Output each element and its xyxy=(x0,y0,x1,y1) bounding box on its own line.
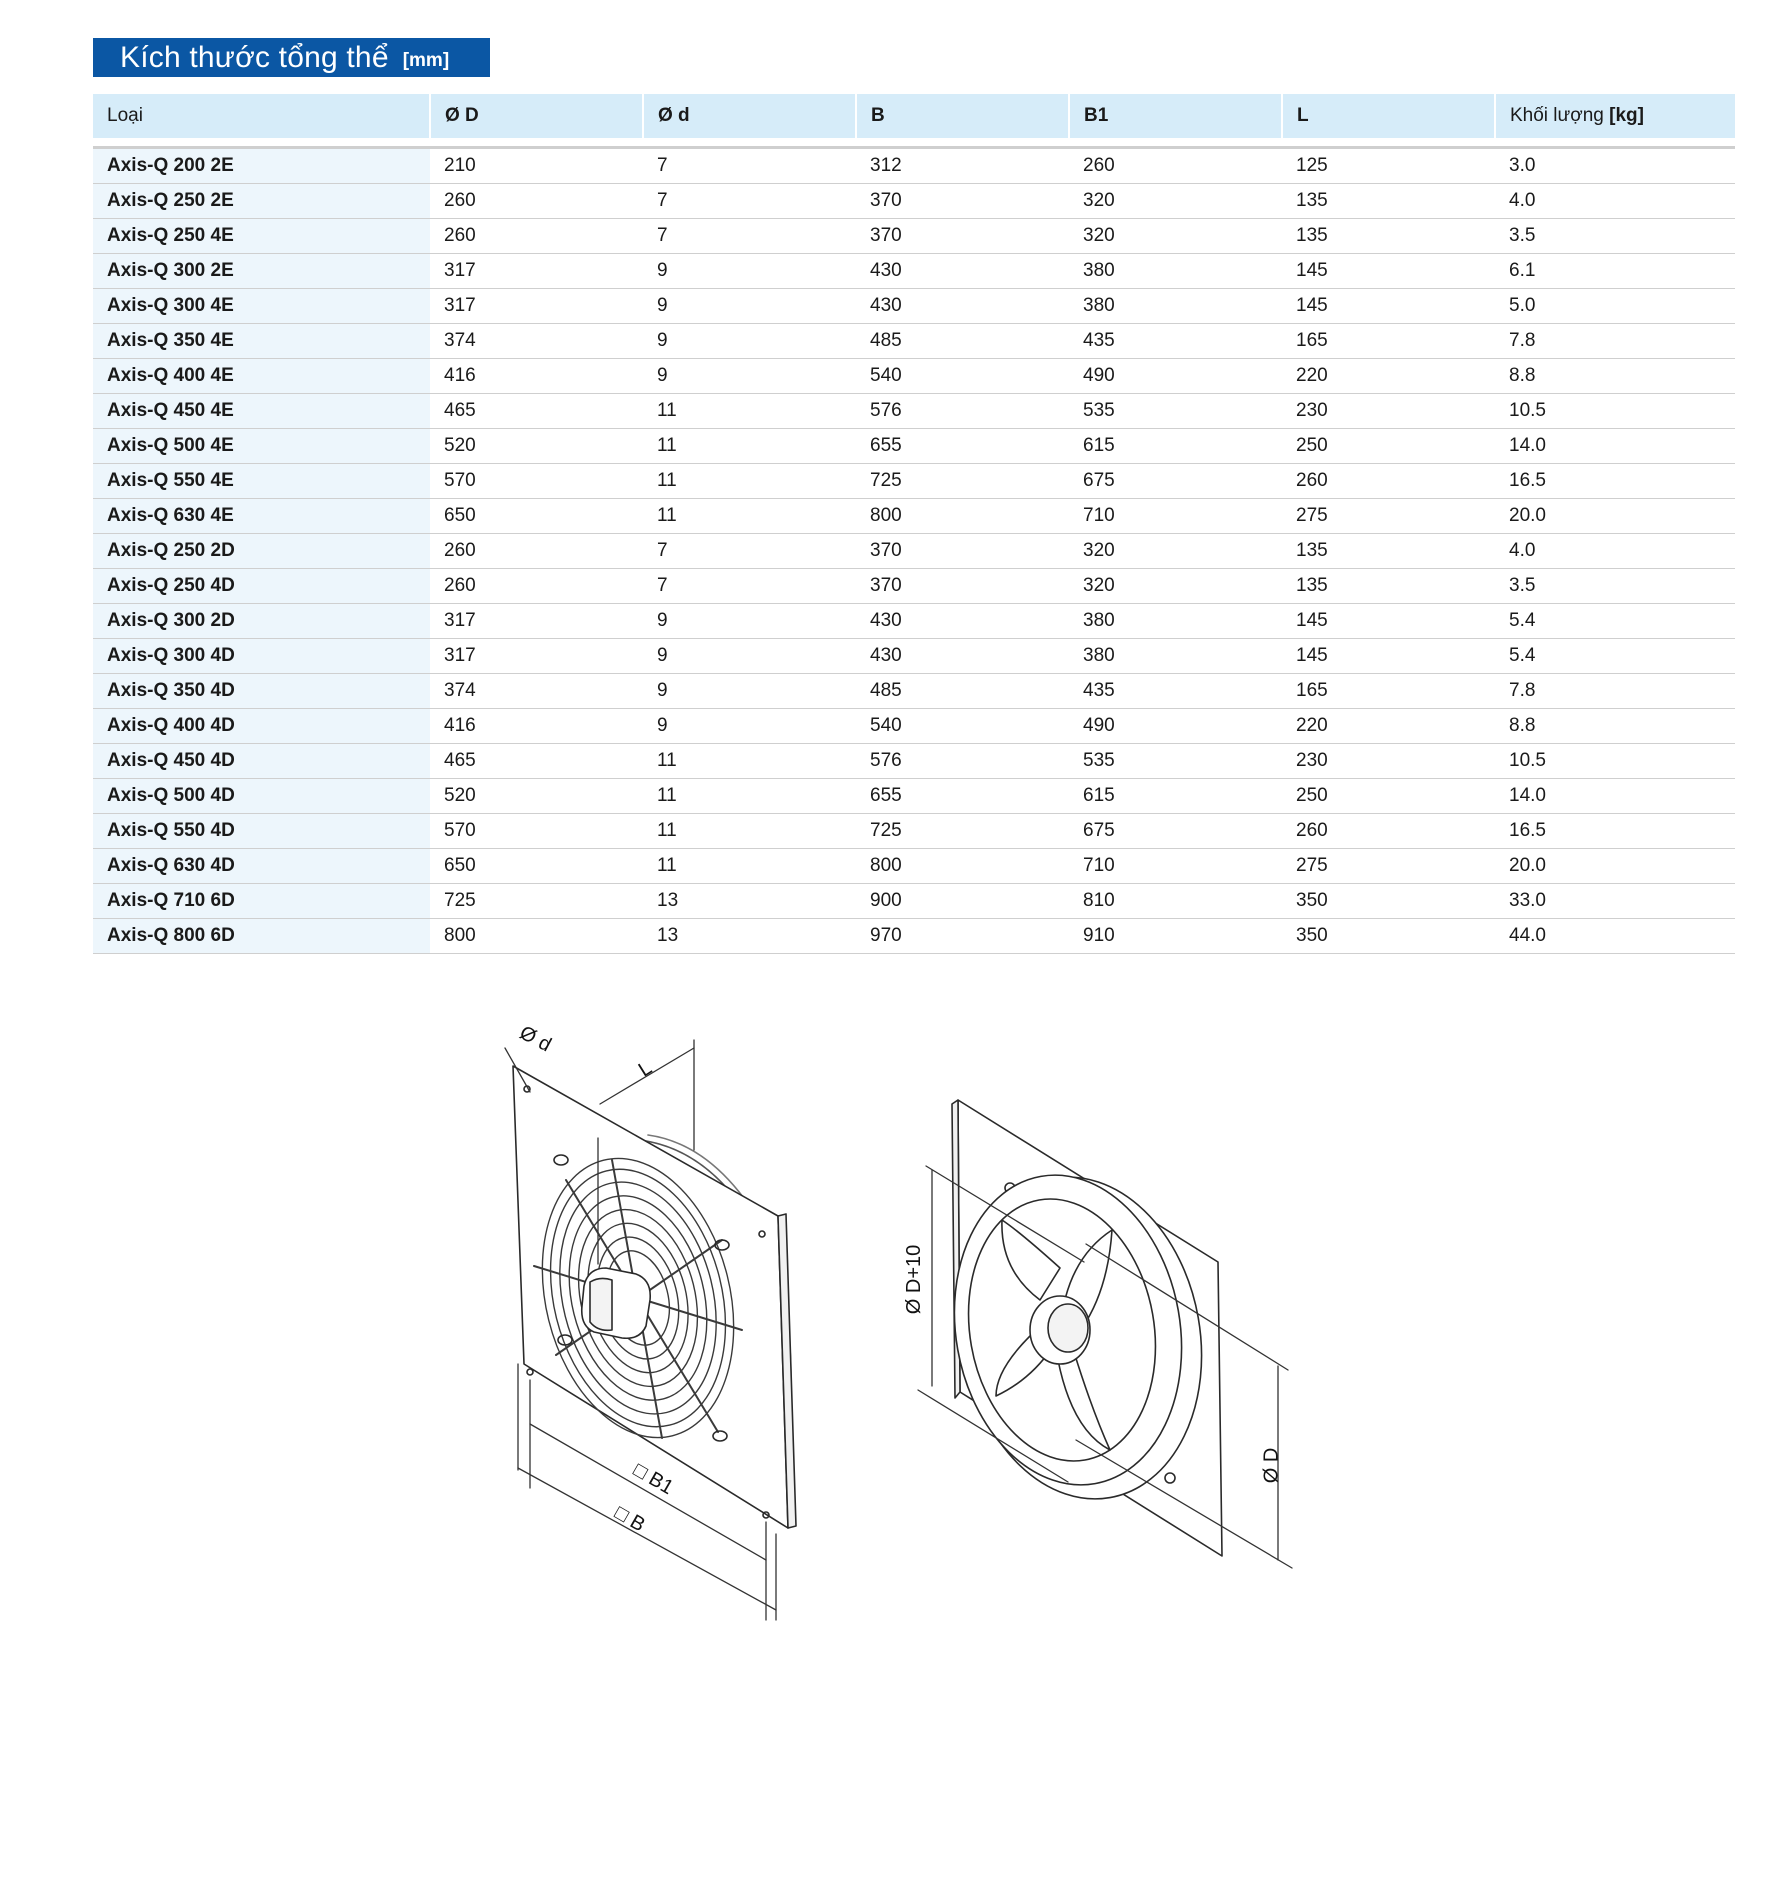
value-cell: 20.0 xyxy=(1495,849,1735,884)
model-cell: Axis-Q 500 4E xyxy=(93,429,430,464)
value-cell: 520 xyxy=(430,429,643,464)
value-cell: 7.8 xyxy=(1495,674,1735,709)
value-cell: 317 xyxy=(430,604,643,639)
value-cell: 535 xyxy=(1069,394,1282,429)
value-cell: 11 xyxy=(643,779,856,814)
header-B: B xyxy=(856,94,1069,138)
value-cell: 3.5 xyxy=(1495,219,1735,254)
value-cell: 8.8 xyxy=(1495,359,1735,394)
table-row xyxy=(93,254,1735,289)
value-cell: 260 xyxy=(1069,148,1282,184)
value-cell: 435 xyxy=(1069,674,1282,709)
value-cell: 370 xyxy=(856,184,1069,219)
header-L: L xyxy=(1282,94,1495,138)
value-cell: 8.8 xyxy=(1495,709,1735,744)
value-cell: 725 xyxy=(856,814,1069,849)
section-title-unit: [mm] xyxy=(402,49,450,71)
section-title xyxy=(93,38,490,77)
value-cell: 576 xyxy=(856,744,1069,779)
value-cell: 145 xyxy=(1282,254,1495,289)
value-cell: 260 xyxy=(1282,814,1495,849)
rear-fan-drawing xyxy=(918,1100,1292,1568)
value-cell: 5.4 xyxy=(1495,604,1735,639)
header-weight-text: Khối lượng xyxy=(1510,105,1604,126)
value-cell: 11 xyxy=(643,814,856,849)
label-hole-diameter: Ø d xyxy=(515,1021,555,1057)
model-cell: Axis-Q 630 4E xyxy=(93,499,430,534)
model-cell: Axis-Q 450 4E xyxy=(93,394,430,429)
value-cell: 810 xyxy=(1069,884,1282,919)
model-cell: Axis-Q 300 4D xyxy=(93,639,430,674)
value-cell: 5.4 xyxy=(1495,639,1735,674)
label-L: L xyxy=(634,1056,656,1082)
table-body xyxy=(93,148,1735,954)
value-cell: 710 xyxy=(1069,849,1282,884)
value-cell: 320 xyxy=(1069,569,1282,604)
value-cell: 485 xyxy=(856,674,1069,709)
value-cell: 250 xyxy=(1282,429,1495,464)
value-cell: 44.0 xyxy=(1495,919,1735,954)
value-cell: 675 xyxy=(1069,814,1282,849)
value-cell: 520 xyxy=(430,779,643,814)
value-cell: 800 xyxy=(856,849,1069,884)
value-cell: 374 xyxy=(430,674,643,709)
value-cell: 320 xyxy=(1069,534,1282,569)
value-cell: 320 xyxy=(1069,184,1282,219)
model-cell: Axis-Q 250 2E xyxy=(93,184,430,219)
value-cell: 260 xyxy=(1282,464,1495,499)
fan-technical-drawing xyxy=(0,1000,1777,1680)
dimensions-table xyxy=(93,94,1735,954)
label-B1: □ B1 xyxy=(629,1459,678,1500)
value-cell: 370 xyxy=(856,219,1069,254)
value-cell: 230 xyxy=(1282,394,1495,429)
value-cell: 11 xyxy=(643,394,856,429)
value-cell: 14.0 xyxy=(1495,779,1735,814)
value-cell: 374 xyxy=(430,324,643,359)
value-cell: 6.1 xyxy=(1495,254,1735,289)
value-cell: 260 xyxy=(430,184,643,219)
table-row xyxy=(93,184,1735,219)
table-row xyxy=(93,394,1735,429)
table-row xyxy=(93,674,1735,709)
value-cell: 11 xyxy=(643,849,856,884)
value-cell: 135 xyxy=(1282,569,1495,604)
header-weight xyxy=(1495,94,1735,138)
value-cell: 430 xyxy=(856,604,1069,639)
value-cell: 725 xyxy=(430,884,643,919)
value-cell: 430 xyxy=(856,254,1069,289)
value-cell: 165 xyxy=(1282,674,1495,709)
table-row xyxy=(93,849,1735,884)
front-fan-drawing xyxy=(505,1040,796,1620)
header-B1: B1 xyxy=(1069,94,1282,138)
value-cell: 4.0 xyxy=(1495,184,1735,219)
value-cell: 9 xyxy=(643,604,856,639)
value-cell: 210 xyxy=(430,148,643,184)
value-cell: 485 xyxy=(856,324,1069,359)
table-row xyxy=(93,289,1735,324)
value-cell: 125 xyxy=(1282,148,1495,184)
value-cell: 250 xyxy=(1282,779,1495,814)
value-cell: 14.0 xyxy=(1495,429,1735,464)
table-row xyxy=(93,884,1735,919)
value-cell: 13 xyxy=(643,919,856,954)
model-cell: Axis-Q 550 4E xyxy=(93,464,430,499)
value-cell: 145 xyxy=(1282,289,1495,324)
value-cell: 11 xyxy=(643,499,856,534)
value-cell: 370 xyxy=(856,534,1069,569)
value-cell: 370 xyxy=(856,569,1069,604)
model-cell: Axis-Q 400 4D xyxy=(93,709,430,744)
model-cell: Axis-Q 450 4D xyxy=(93,744,430,779)
table-row xyxy=(93,779,1735,814)
section-title-text: Kích thước tổng thể xyxy=(120,40,389,74)
value-cell: 540 xyxy=(856,709,1069,744)
header-weight-unit: [kg] xyxy=(1609,105,1644,126)
value-cell: 317 xyxy=(430,639,643,674)
value-cell: 416 xyxy=(430,709,643,744)
value-cell: 13 xyxy=(643,884,856,919)
fan-drawings xyxy=(0,1000,1777,1680)
value-cell: 416 xyxy=(430,359,643,394)
value-cell: 11 xyxy=(643,464,856,499)
value-cell: 910 xyxy=(1069,919,1282,954)
table-row xyxy=(93,814,1735,849)
value-cell: 380 xyxy=(1069,604,1282,639)
value-cell: 7 xyxy=(643,219,856,254)
value-cell: 435 xyxy=(1069,324,1282,359)
model-cell: Axis-Q 300 2E xyxy=(93,254,430,289)
value-cell: 380 xyxy=(1069,254,1282,289)
value-cell: 312 xyxy=(856,148,1069,184)
label-D: Ø D xyxy=(1260,1447,1283,1484)
value-cell: 9 xyxy=(643,289,856,324)
table-row xyxy=(93,569,1735,604)
value-cell: 7 xyxy=(643,569,856,604)
model-cell: Axis-Q 250 4E xyxy=(93,219,430,254)
value-cell: 9 xyxy=(643,639,856,674)
value-cell: 540 xyxy=(856,359,1069,394)
value-cell: 135 xyxy=(1282,534,1495,569)
value-cell: 576 xyxy=(856,394,1069,429)
value-cell: 350 xyxy=(1282,884,1495,919)
model-cell: Axis-Q 400 4E xyxy=(93,359,430,394)
value-cell: 275 xyxy=(1282,499,1495,534)
model-cell: Axis-Q 300 4E xyxy=(93,289,430,324)
table-row xyxy=(93,324,1735,359)
value-cell: 317 xyxy=(430,289,643,324)
value-cell: 260 xyxy=(430,534,643,569)
value-cell: 3.5 xyxy=(1495,569,1735,604)
value-cell: 9 xyxy=(643,254,856,289)
value-cell: 5.0 xyxy=(1495,289,1735,324)
table-row xyxy=(93,359,1735,394)
label-D-plus-10: Ø D+10 xyxy=(903,1244,926,1315)
table-header-row xyxy=(93,94,1735,138)
table-row xyxy=(93,604,1735,639)
value-cell: 430 xyxy=(856,639,1069,674)
value-cell: 800 xyxy=(856,499,1069,534)
model-cell: Axis-Q 350 4D xyxy=(93,674,430,709)
value-cell: 800 xyxy=(430,919,643,954)
value-cell: 20.0 xyxy=(1495,499,1735,534)
value-cell: 970 xyxy=(856,919,1069,954)
value-cell: 11 xyxy=(643,744,856,779)
value-cell: 9 xyxy=(643,359,856,394)
value-cell: 275 xyxy=(1282,849,1495,884)
value-cell: 7.8 xyxy=(1495,324,1735,359)
header-outer-diameter: Ø D xyxy=(430,94,643,138)
table-row xyxy=(93,534,1735,569)
header-type: Loại xyxy=(93,94,430,138)
table-row xyxy=(93,639,1735,674)
model-cell: Axis-Q 250 4D xyxy=(93,569,430,604)
value-cell: 9 xyxy=(643,324,856,359)
table-row xyxy=(93,148,1735,184)
value-cell: 7 xyxy=(643,148,856,184)
value-cell: 655 xyxy=(856,779,1069,814)
value-cell: 615 xyxy=(1069,779,1282,814)
table-row xyxy=(93,429,1735,464)
value-cell: 535 xyxy=(1069,744,1282,779)
value-cell: 33.0 xyxy=(1495,884,1735,919)
value-cell: 7 xyxy=(643,534,856,569)
value-cell: 570 xyxy=(430,464,643,499)
value-cell: 490 xyxy=(1069,359,1282,394)
value-cell: 135 xyxy=(1282,184,1495,219)
value-cell: 16.5 xyxy=(1495,464,1735,499)
header-separator xyxy=(93,138,1735,148)
value-cell: 9 xyxy=(643,709,856,744)
header-hole-diameter: Ø d xyxy=(643,94,856,138)
label-B: □ B xyxy=(610,1501,649,1537)
value-cell: 465 xyxy=(430,394,643,429)
table-row xyxy=(93,219,1735,254)
value-cell: 145 xyxy=(1282,604,1495,639)
table-row xyxy=(93,464,1735,499)
value-cell: 650 xyxy=(430,849,643,884)
value-cell: 317 xyxy=(430,254,643,289)
table-row xyxy=(93,709,1735,744)
value-cell: 320 xyxy=(1069,219,1282,254)
table-row xyxy=(93,919,1735,954)
value-cell: 260 xyxy=(430,219,643,254)
value-cell: 350 xyxy=(1282,919,1495,954)
value-cell: 570 xyxy=(430,814,643,849)
value-cell: 9 xyxy=(643,674,856,709)
model-cell: Axis-Q 630 4D xyxy=(93,849,430,884)
value-cell: 4.0 xyxy=(1495,534,1735,569)
value-cell: 16.5 xyxy=(1495,814,1735,849)
value-cell: 900 xyxy=(856,884,1069,919)
model-cell: Axis-Q 350 4E xyxy=(93,324,430,359)
value-cell: 230 xyxy=(1282,744,1495,779)
value-cell: 490 xyxy=(1069,709,1282,744)
value-cell: 380 xyxy=(1069,289,1282,324)
value-cell: 7 xyxy=(643,184,856,219)
value-cell: 675 xyxy=(1069,464,1282,499)
value-cell: 615 xyxy=(1069,429,1282,464)
value-cell: 220 xyxy=(1282,359,1495,394)
value-cell: 145 xyxy=(1282,639,1495,674)
model-cell: Axis-Q 300 2D xyxy=(93,604,430,639)
value-cell: 10.5 xyxy=(1495,744,1735,779)
value-cell: 3.0 xyxy=(1495,148,1735,184)
value-cell: 430 xyxy=(856,289,1069,324)
value-cell: 655 xyxy=(856,429,1069,464)
value-cell: 220 xyxy=(1282,709,1495,744)
table-row xyxy=(93,744,1735,779)
value-cell: 725 xyxy=(856,464,1069,499)
value-cell: 10.5 xyxy=(1495,394,1735,429)
model-cell: Axis-Q 200 2E xyxy=(93,148,430,184)
value-cell: 380 xyxy=(1069,639,1282,674)
model-cell: Axis-Q 800 6D xyxy=(93,919,430,954)
value-cell: 710 xyxy=(1069,499,1282,534)
value-cell: 135 xyxy=(1282,219,1495,254)
value-cell: 11 xyxy=(643,429,856,464)
value-cell: 465 xyxy=(430,744,643,779)
value-cell: 260 xyxy=(430,569,643,604)
value-cell: 650 xyxy=(430,499,643,534)
model-cell: Axis-Q 500 4D xyxy=(93,779,430,814)
model-cell: Axis-Q 710 6D xyxy=(93,884,430,919)
table-row xyxy=(93,499,1735,534)
model-cell: Axis-Q 550 4D xyxy=(93,814,430,849)
value-cell: 165 xyxy=(1282,324,1495,359)
model-cell: Axis-Q 250 2D xyxy=(93,534,430,569)
